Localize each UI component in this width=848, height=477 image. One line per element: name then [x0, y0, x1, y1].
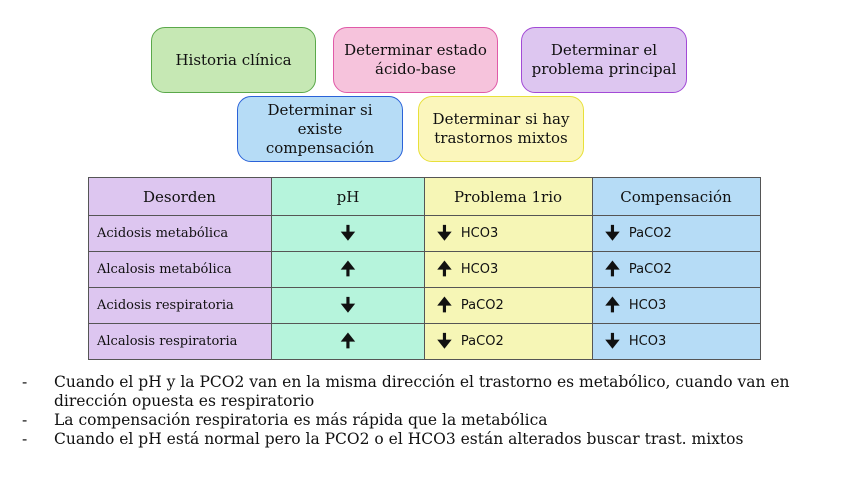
table-row — [89, 288, 761, 324]
cell-primary — [425, 216, 593, 252]
arrow-up-icon: 🠉 — [437, 294, 452, 316]
step-problema-principal — [521, 27, 687, 93]
primary-variable: PaCO2 — [460, 334, 504, 349]
note-text: Cuando el pH está normal pero la PCO2 o el HCO3 están alterados buscar trast. mixtos — [54, 430, 744, 448]
table-row — [89, 324, 761, 360]
arrow-up-icon: 🠉 — [340, 258, 356, 280]
cell-disorder: Alcalosis respiratoria — [89, 324, 272, 360]
primary-variable: HCO3 — [460, 262, 499, 277]
cell-compensation — [593, 252, 761, 288]
table-row — [89, 216, 761, 252]
cell-primary — [425, 324, 593, 360]
primary-variable: PaCO2 — [460, 298, 504, 313]
header-desorden: Desorden — [89, 178, 272, 216]
cell-disorder: Acidosis metabólica — [89, 216, 272, 252]
cell-ph — [272, 288, 425, 324]
cell-disorder: Alcalosis metabólica — [89, 252, 272, 288]
header-problema-1rio: Problema 1rio — [425, 178, 593, 216]
cell-disorder: Acidosis respiratoria — [89, 288, 272, 324]
step-label: Determinar si existe compensación — [265, 100, 375, 157]
cell-primary — [425, 288, 593, 324]
arrow-down-icon: 🠋 — [605, 222, 620, 244]
note-item — [22, 411, 832, 430]
arrow-down-icon: 🠋 — [437, 222, 452, 244]
arrow-up-icon: 🠉 — [437, 258, 452, 280]
cell-ph — [272, 216, 425, 252]
header-compensacion: Compensación — [593, 178, 761, 216]
arrow-down-icon: 🠋 — [340, 294, 356, 316]
arrow-up-icon: 🠉 — [340, 330, 356, 352]
table-row — [89, 252, 761, 288]
step-historia-clinica — [151, 27, 316, 93]
step-label: Determinar si hay trastornos mixtos — [432, 110, 570, 147]
note-item — [22, 373, 832, 411]
primary-variable: HCO3 — [460, 226, 499, 241]
compensation-variable: PaCO2 — [628, 226, 672, 241]
bullet-dash: - — [22, 373, 28, 391]
bullet-dash: - — [22, 411, 28, 429]
disorders-table — [88, 177, 761, 360]
cell-compensation — [593, 288, 761, 324]
step-trastornos-mixtos — [418, 96, 584, 162]
step-label: Determinar el problema principal — [531, 41, 677, 78]
step-label: Determinar estado ácido-base — [344, 41, 487, 78]
step-label: Historia clínica — [175, 50, 292, 69]
note-text: Cuando el pH y la PCO2 van en la misma dirección el trastorno es metabólico, cuando van en dirección opuesta es respiratorio — [54, 373, 790, 410]
note-text: La compensación respiratoria es más rápida que la metabólica — [54, 411, 548, 429]
note-item — [22, 430, 832, 449]
compensation-variable: HCO3 — [628, 334, 667, 349]
arrow-up-icon: 🠉 — [605, 294, 620, 316]
arrow-down-icon: 🠋 — [340, 222, 356, 244]
table-header-row — [89, 178, 761, 216]
cell-ph — [272, 252, 425, 288]
notes-list — [22, 373, 832, 449]
cell-compensation — [593, 324, 761, 360]
step-estado-acido-base — [333, 27, 498, 93]
arrow-down-icon: 🠋 — [605, 330, 620, 352]
compensation-variable: PaCO2 — [628, 262, 672, 277]
compensation-variable: HCO3 — [628, 298, 667, 313]
cell-ph — [272, 324, 425, 360]
step-compensacion — [237, 96, 403, 162]
header-ph: pH — [272, 178, 425, 216]
arrow-down-icon: 🠋 — [437, 330, 452, 352]
cell-primary — [425, 252, 593, 288]
bullet-dash: - — [22, 430, 28, 448]
arrow-up-icon: 🠉 — [605, 258, 620, 280]
cell-compensation — [593, 216, 761, 252]
